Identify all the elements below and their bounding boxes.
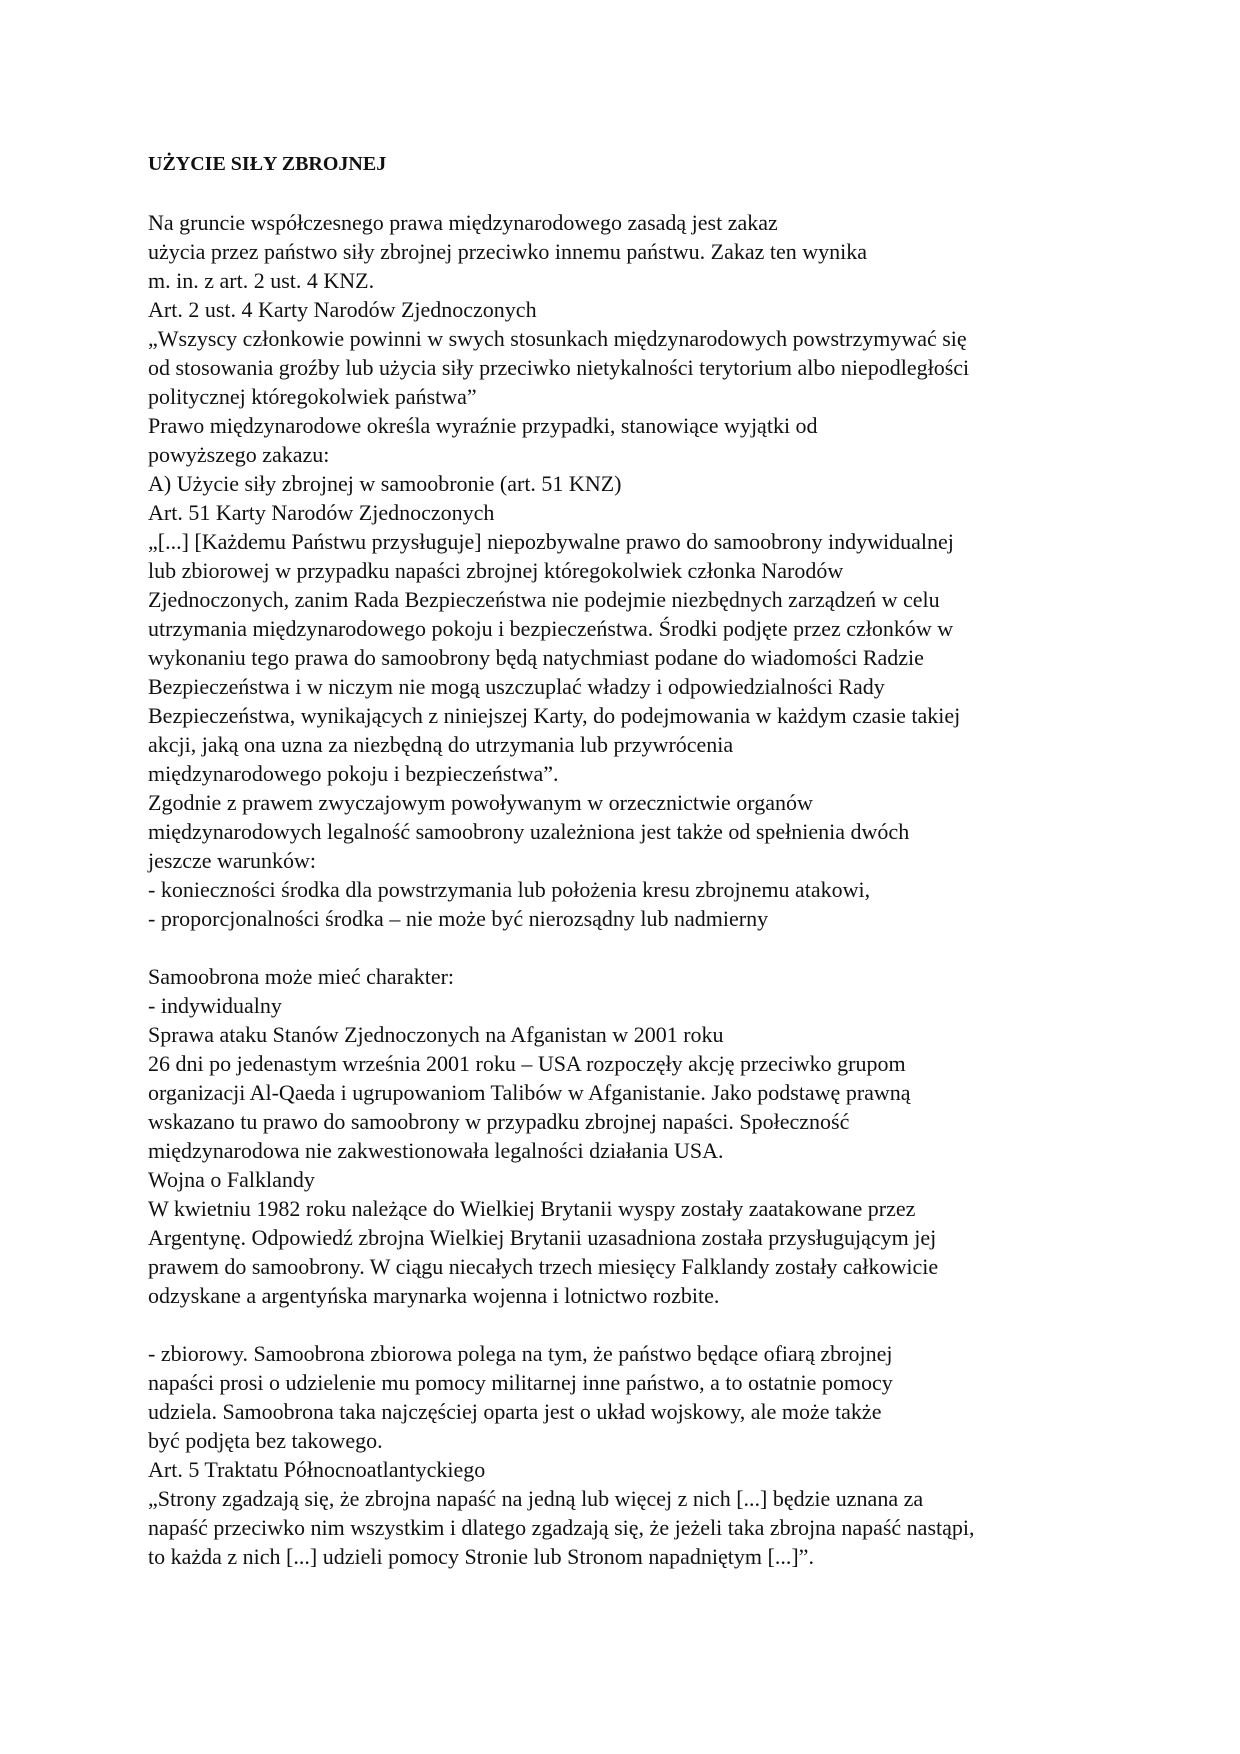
text-line: Art. 5 Traktatu Północnoatlantyckiego [148,1457,486,1482]
text-line: akcji, jaką ona uzna za niezbędną do utrzymania lub przywrócenia [148,732,734,757]
text-line: międzynarodowa nie zakwestionowała legalności działania USA. [148,1138,724,1163]
text-line: napaść przeciwko nim wszystkim i dlatego zgadzają się, że jeżeli taka zbrojna napaść nastąpi, [148,1515,975,1540]
text-line: jeszcze warunków: [148,848,316,873]
text-line: wskazano tu prawo do samoobrony w przypadku zbrojnej napaści. Społeczność [148,1109,850,1134]
text-line: Prawo międzynarodowe określa wyraźnie przypadki, stanowiące wyjątki od [148,413,818,438]
text-line: Wojna o Falklandy [148,1167,315,1192]
text-line: lub zbiorowej w przypadku napaści zbrojnej któregokolwiek członka Narodów [148,558,844,583]
text-line: - zbiorowy. Samoobrona zbiorowa polega na tym, że państwo będące ofiarą zbrojnej [148,1341,893,1366]
text-line: - konieczności środka dla powstrzymania lub położenia kresu zbrojnemu atakowi, [148,877,871,902]
text-line: W kwietniu 1982 roku należące do Wielkiej Brytanii wyspy zostały zaatakowane przez [148,1196,916,1221]
title-spacer [148,179,1108,208]
text-line: Argentynę. Odpowiedź zbrojna Wielkiej Brytanii uzasadniona została przysługującym jej [148,1225,937,1250]
text-line: „[...] [Każdemu Państwu przysługuje] niepozbywalne prawo do samoobrony indywidualnej [148,529,954,554]
text-line: politycznej któregokolwiek państwa” [148,384,477,409]
text-line: napaści prosi o udzielenie mu pomocy militarnej inne państwo, a to ostatnie pomocy [148,1370,893,1395]
text-line: odzyskane a argentyńska marynarka wojenna i lotnictwo rozbite. [148,1283,720,1308]
text-line: od stosowania groźby lub użycia siły przeciwko nietykalności terytorium albo niepodległości [148,355,970,380]
text-line: międzynarodowych legalność samoobrony uzależniona jest także od spełnienia dwóch [148,819,910,844]
text-line: „Strony zgadzają się, że zbrojna napaść na jedną lub więcej z nich [...] będzie uznana za [148,1486,924,1511]
text-line: 26 dni po jedenastym września 2001 roku – USA rozpoczęły akcję przeciwko grupom [148,1051,906,1076]
text-line: być podjęta bez takowego. [148,1428,383,1453]
text-line: Na gruncie współczesnego prawa międzynarodowego zasadą jest zakaz [148,210,778,235]
blank-line [148,1310,1108,1339]
text-line: powyższego zakazu: [148,442,330,467]
text-line: Art. 51 Karty Narodów Zjednoczonych [148,500,495,525]
text-line: organizacji Al-Qaeda i ugrupowaniom Talibów w Afganistanie. Jako podstawę prawną [148,1080,911,1105]
document-body [148,208,1108,1571]
text-line: A) Użycie siły zbrojnej w samoobronie (art. 51 KNZ) [148,471,622,496]
blank-line [148,933,1108,962]
text-line: Bezpieczeństwa i w niczym nie mogą uszczuplać władzy i odpowiedzialności Rady [148,674,885,699]
text-line: „Wszyscy członkowie powinni w swych stosunkach międzynarodowych powstrzymywać się [148,326,967,351]
text-line: - proporcjonalności środka – nie może być nierozsądny lub nadmierny [148,906,769,931]
text-line: prawem do samoobrony. W ciągu niecałych trzech miesięcy Falklandy zostały całkowicie [148,1254,939,1279]
text-line: Bezpieczeństwa, wynikających z niniejszej Karty, do podejmowania w każdym czasie takiej [148,703,961,728]
text-line: Zgodnie z prawem zwyczajowym powoływanym w orzecznictwie organów [148,790,813,815]
document-page [148,136,1108,1571]
text-line: Samoobrona może mieć charakter: [148,964,455,989]
text-line: to każda z nich [...] udzieli pomocy Stronie lub Stronom napadniętym [...]”. [148,1544,814,1569]
text-line: Zjednoczonych, zanim Rada Bezpieczeństwa nie podejmie niezbędnych zarządzeń w celu [148,587,940,612]
text-line: - indywidualny [148,993,282,1018]
text-line: użycia przez państwo siły zbrojnej przeciwko innemu państwu. Zakaz ten wynika [148,239,868,264]
text-line: Sprawa ataku Stanów Zjednoczonych na Afganistan w 2001 roku [148,1022,724,1047]
text-line: utrzymania międzynarodowego pokoju i bezpieczeństwa. Środki podjęte przez członków w [148,616,954,641]
text-line: m. in. z art. 2 ust. 4 KNZ. [148,268,375,293]
text-line: międzynarodowego pokoju i bezpieczeństwa”. [148,761,559,786]
text-line: Art. 2 ust. 4 Karty Narodów Zjednoczonych [148,297,537,322]
document-title: UŻYCIE SIŁY ZBROJNEJ [148,153,387,175]
text-line: udziela. Samoobrona taka najczęściej oparta jest o układ wojskowy, ale może także [148,1399,882,1424]
text-line: wykonaniu tego prawa do samoobrony będą natychmiast podane do wiadomości Radzie [148,645,924,670]
